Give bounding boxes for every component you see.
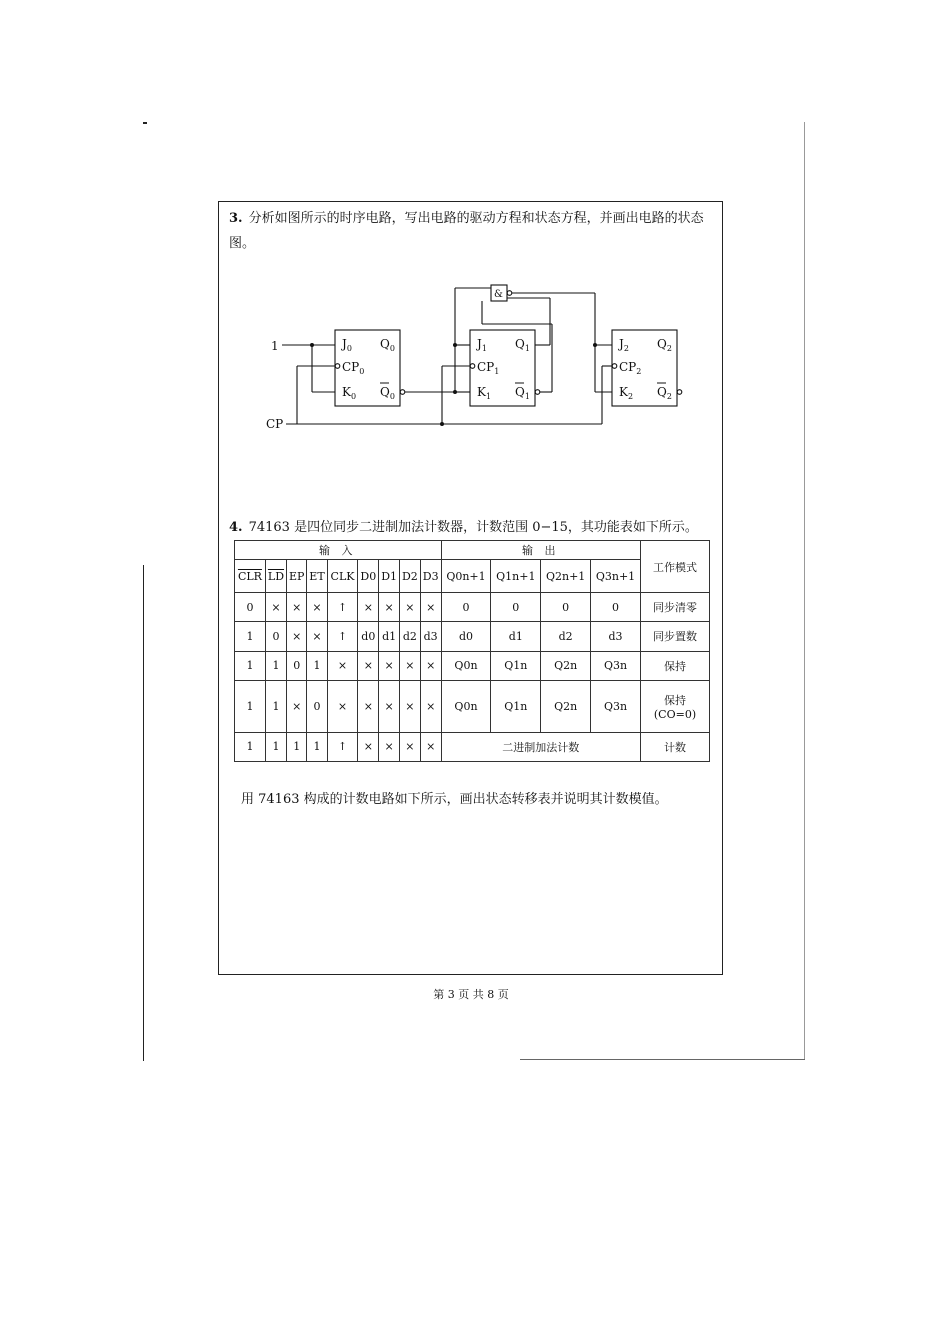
table-cell: × <box>400 651 421 680</box>
table-cell: 0 <box>287 651 307 680</box>
question-3-text: 分析如图所示的时序电路，写出电路的驱动方程和状态方程，并画出电路的状态图。 <box>229 211 704 251</box>
table-cell: Q3n <box>591 651 641 680</box>
table-cell: × <box>420 651 441 680</box>
table-cell: 0 <box>235 593 266 622</box>
table-cell: 1 <box>265 732 286 761</box>
table-cell: Q1n <box>491 680 541 732</box>
table-cell: × <box>358 593 379 622</box>
table-cell: × <box>420 593 441 622</box>
table-cell: d3 <box>591 622 641 651</box>
table-cell: 1 <box>307 651 327 680</box>
table-cell: × <box>265 593 286 622</box>
sequential-circuit-diagram <box>260 280 700 440</box>
table-cell: 1 <box>235 732 266 761</box>
header-output-group: 输 出 <box>441 541 640 560</box>
question-4-number: 4. <box>229 520 243 535</box>
table-cell: × <box>379 680 400 732</box>
ff0-k-label: $K_0$ <box>342 385 357 401</box>
scan-line-right <box>804 122 805 1060</box>
ff1-q-label: $Q_1$ <box>515 337 530 353</box>
ff1-qbar-label: $Q_1$ <box>515 385 530 401</box>
header-d0: D0 <box>358 560 379 593</box>
table-cell: × <box>307 622 327 651</box>
table-cell: 1 <box>307 732 327 761</box>
table-cell: 1 <box>287 732 307 761</box>
table-cell: × <box>287 680 307 732</box>
table-row <box>235 622 710 651</box>
question-3-number: 3. <box>229 211 243 226</box>
table-cell: Q2n <box>541 651 591 680</box>
table-cell: ↑ <box>327 732 358 761</box>
table-cell-mode: 保持 (CO=0) <box>641 680 710 732</box>
ff2-cp-label: $CP_2$ <box>619 360 642 376</box>
table-cell: × <box>358 651 379 680</box>
header-work-mode: 工作模式 <box>641 541 710 593</box>
question-5-text: 用 74163 构成的计数电路如下所示，画出状态转移表并说明其计数模值。 <box>241 792 668 807</box>
table-row <box>235 593 710 622</box>
table-cell: × <box>379 651 400 680</box>
ff0-cp-label: $CP_0$ <box>342 360 365 376</box>
header-q0-next: Q0n+1 <box>441 560 491 593</box>
ff0-qbar-label: $Q_0$ <box>380 385 395 401</box>
table-cell: d2 <box>400 622 421 651</box>
table-cell-mode: 同步清零 <box>641 593 710 622</box>
header-d3: D3 <box>420 560 441 593</box>
header-q3-next: Q3n+1 <box>591 560 641 593</box>
table-cell: 0 <box>541 593 591 622</box>
table-cell-mode: 保持 <box>641 651 710 680</box>
table-cell: Q1n <box>491 651 541 680</box>
header-d2: D2 <box>400 560 421 593</box>
table-cell: d1 <box>491 622 541 651</box>
page-footer: 第 3 页 共 8 页 <box>433 988 509 1001</box>
table-cell: Q0n <box>441 651 491 680</box>
table-cell: × <box>400 680 421 732</box>
table-cell: 0 <box>307 680 327 732</box>
header-et: ET <box>307 560 327 593</box>
table-cell: × <box>379 732 400 761</box>
table-cell: × <box>400 732 421 761</box>
header-input-group: 输 入 <box>235 541 442 560</box>
table-cell: 1 <box>265 680 286 732</box>
table-cell: ↑ <box>327 622 358 651</box>
table-cell: × <box>287 593 307 622</box>
table-cell: 1 <box>235 651 266 680</box>
table-cell: × <box>327 651 358 680</box>
question-4-text: 74163 是四位同步二进制加法计数器，计数范围 0−15，其功能表如下所示。 <box>248 520 698 535</box>
table-cell: d1 <box>379 622 400 651</box>
table-cell: × <box>287 622 307 651</box>
table-row <box>235 680 710 732</box>
table-cell: × <box>327 680 358 732</box>
header-d1: D1 <box>379 560 400 593</box>
table-cell: ↑ <box>327 593 358 622</box>
ff2-qbar-label: $Q_2$ <box>657 385 672 401</box>
question-3 <box>229 206 713 256</box>
question-4 <box>229 518 713 538</box>
table-cell: 0 <box>441 593 491 622</box>
table-row <box>235 651 710 680</box>
table-cell-merged: 二进制加法计数 <box>441 732 640 761</box>
input-1-label: 1 <box>271 339 279 353</box>
function-table-74163 <box>234 540 710 762</box>
table-cell-mode: 同步置数 <box>641 622 710 651</box>
ff2-q-label: $Q_2$ <box>657 337 672 353</box>
table-cell-mode: 计数 <box>641 732 710 761</box>
and-gate-label: & <box>494 289 503 300</box>
table-cell: Q3n <box>591 680 641 732</box>
table-cell: × <box>358 732 379 761</box>
ff0-j-label: $J_0$ <box>342 337 352 353</box>
scan-line-bottom <box>520 1059 805 1060</box>
header-q1-next: Q1n+1 <box>491 560 541 593</box>
table-cell: Q0n <box>441 680 491 732</box>
table-cell: × <box>307 593 327 622</box>
table-cell: 1 <box>235 622 266 651</box>
header-q2-next: Q2n+1 <box>541 560 591 593</box>
ff1-k-label: $K_1$ <box>477 385 492 401</box>
table-cell: × <box>420 732 441 761</box>
clock-label: CP <box>266 417 284 431</box>
table-cell: d0 <box>358 622 379 651</box>
table-cell: × <box>358 680 379 732</box>
ff2-j-label: $J_2$ <box>619 337 629 353</box>
table-cell: 0 <box>591 593 641 622</box>
header-ld: $\overline{LD}$ <box>265 560 286 593</box>
ff2-k-label: $K_2$ <box>619 385 634 401</box>
table-cell: × <box>400 593 421 622</box>
table-row <box>235 732 710 761</box>
table-cell: × <box>420 680 441 732</box>
table-cell: d2 <box>541 622 591 651</box>
table-cell: 1 <box>235 680 266 732</box>
table-cell: Q2n <box>541 680 591 732</box>
ff1-j-label: $J_1$ <box>477 337 487 353</box>
table-cell: 0 <box>265 622 286 651</box>
table-cell: 0 <box>491 593 541 622</box>
header-clk: CLK <box>327 560 358 593</box>
scan-mark-top <box>143 122 147 124</box>
header-clr: $\overline{CLR}$ <box>235 560 266 593</box>
table-cell: 1 <box>265 651 286 680</box>
table-cell: × <box>379 593 400 622</box>
header-ep: EP <box>287 560 307 593</box>
ff0-q-label: $Q_0$ <box>380 337 395 353</box>
table-cell: d0 <box>441 622 491 651</box>
ff1-cp-label: $CP_1$ <box>477 360 500 376</box>
table-cell: d3 <box>420 622 441 651</box>
